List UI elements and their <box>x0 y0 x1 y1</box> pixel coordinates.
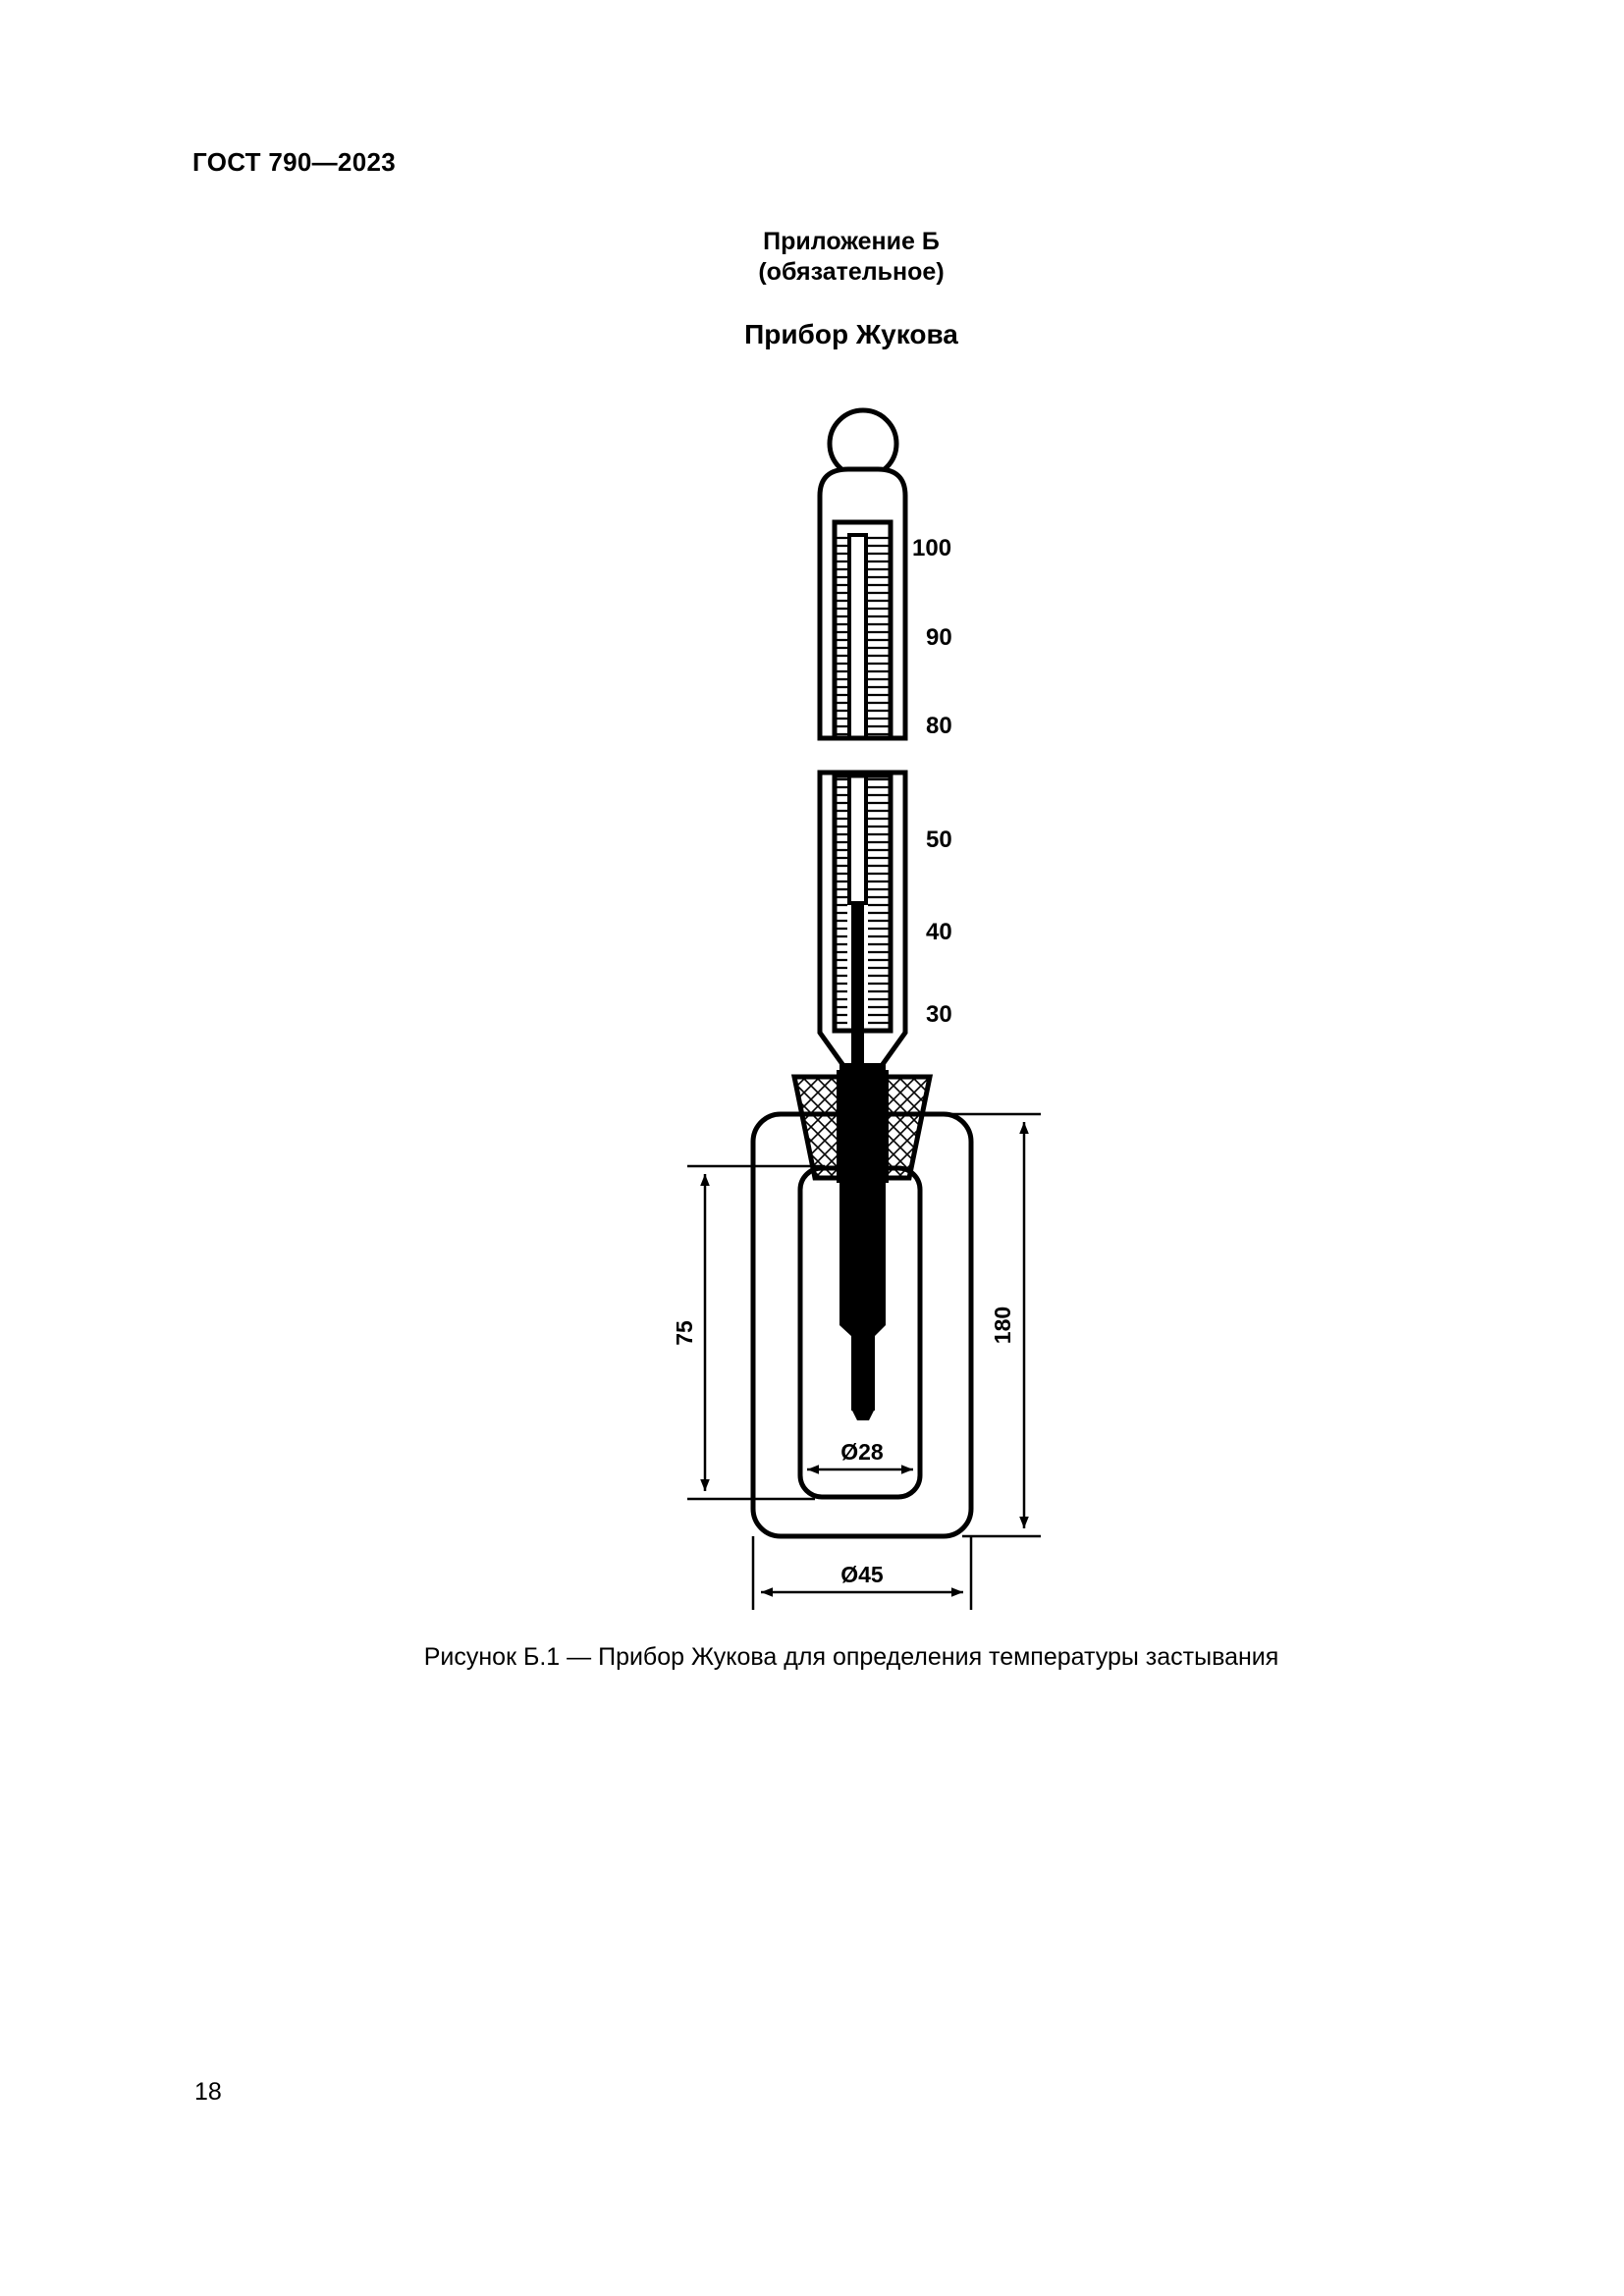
dimension-label-180: 180 <box>990 1306 1015 1345</box>
figure-heading: Прибор Жукова <box>744 319 958 349</box>
figure-caption: Рисунок Б.1 — Прибор Жукова для определения температуры застывания <box>423 1643 1279 1671</box>
document-header: ГОСТ 790—2023 <box>192 147 396 177</box>
annex-status: (обязательное) <box>758 258 945 286</box>
dimension-outer-height <box>933 1114 1041 1536</box>
dimension-label-d45: Ø45 <box>840 1562 884 1587</box>
scale-label-80: 80 <box>926 713 952 739</box>
dimension-label-d28: Ø28 <box>840 1439 884 1465</box>
page-number: 18 <box>194 2078 222 2106</box>
annex-title: Приложение Б <box>763 228 940 255</box>
dimension-label-75: 75 <box>672 1320 697 1346</box>
scale-label-90: 90 <box>926 624 952 651</box>
thermometer-upper-section <box>820 410 905 738</box>
scale-label-50: 50 <box>926 827 952 853</box>
dimension-inner-height <box>687 1166 825 1499</box>
scale-label-100: 100 <box>912 535 952 561</box>
scale-label-30: 30 <box>926 1001 952 1028</box>
scale-label-40: 40 <box>926 919 952 945</box>
